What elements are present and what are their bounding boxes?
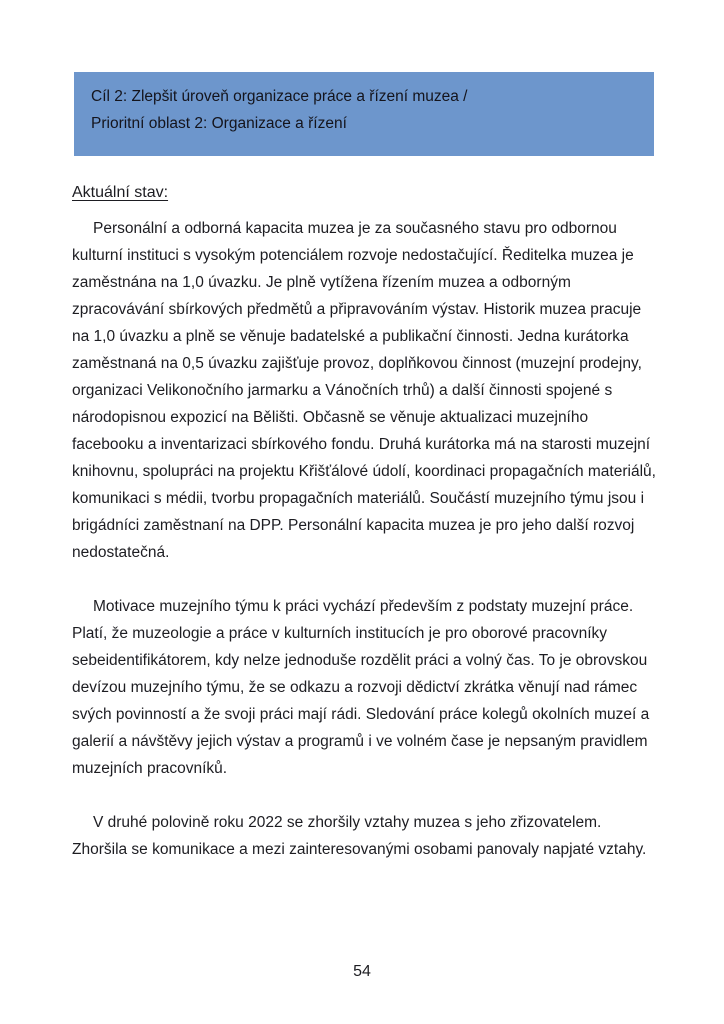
- paragraph-founder-relations: V druhé polovině roku 2022 se zhoršily vztahy muzea s jeho zřizovatelem. Zhoršila se komunikace a mezi zainteresovanými osobami panovaly napjaté vztahy.: [72, 814, 647, 858]
- goal-header-line-1: Cíl 2: Zlepšit úroveň organizace práce a řízení muzea /: [91, 88, 468, 105]
- paragraph-team-motivation: Motivace muzejního týmu k práci vychází především z podstaty muzejní práce. Platí, že muzeologie a práce v kulturních institucích je pro oborové pracovníky sebeidentifikátorem, kdy nelze jednoduše rozdělit práci a volný čas. To je obrovskou devízou muzejního týmu, že se odkazu a rozvoji dědictví zkrátka věnují nad rámec svých povinností a že svoji práci mají rádi. Sledování práce kolegů okolních muzeí a galerií a návštěvy jejich výstav a programů i ve volném čase je nepsaným pravidlem muzejních pracovníků.: [72, 598, 650, 777]
- paragraph-personnel-capacity: Personální a odborná kapacita muzea je za současného stavu pro odbornou kulturní instituci s vysokým potenciálem rozvoje nedostačující. Ředitelka muzea je zaměstnána na 1,0 úvazku. Je plně vytížena řízením muzea a odborným zpracovávání sbírkových předmětů a připravováním výstav. Historik muzea pracuje na 1,0 úvazku a plně se věnuje badatelské a publikační činnosti. Jedna kurátorka zaměstnaná na 0,5 úvazku zajišťuje provoz, doplňkovou činnost (muzejní prodejny, organizaci Velikonočního jarmarku a Vánočních trhů) a další činnosti spojené s národopisnou expozicí na Bělišti. Občasně se věnuje aktualizaci muzejního facebooku a inventarizaci sbírkového fondu. Druhá kurátorka má na starosti muzejní knihovnu, spolupráci na projektu Křišťálové údolí, koordinaci propagačních materiálů, komunikaci s médii, tvorbu propagačních materiálů. Součástí muzejního týmu jsou i brigádníci zaměstnaní na DPP. Personální kapacita muzea je pro jeho další rozvoj nedostatečná.: [72, 220, 656, 561]
- goal-header-line-2: Prioritní oblast 2: Organizace a řízení: [91, 115, 347, 132]
- page-number: 54: [353, 963, 371, 980]
- goal-header-box: [74, 72, 654, 156]
- section-heading-current-state: Aktuální stav:: [72, 184, 169, 201]
- body-text-block: [72, 215, 660, 890]
